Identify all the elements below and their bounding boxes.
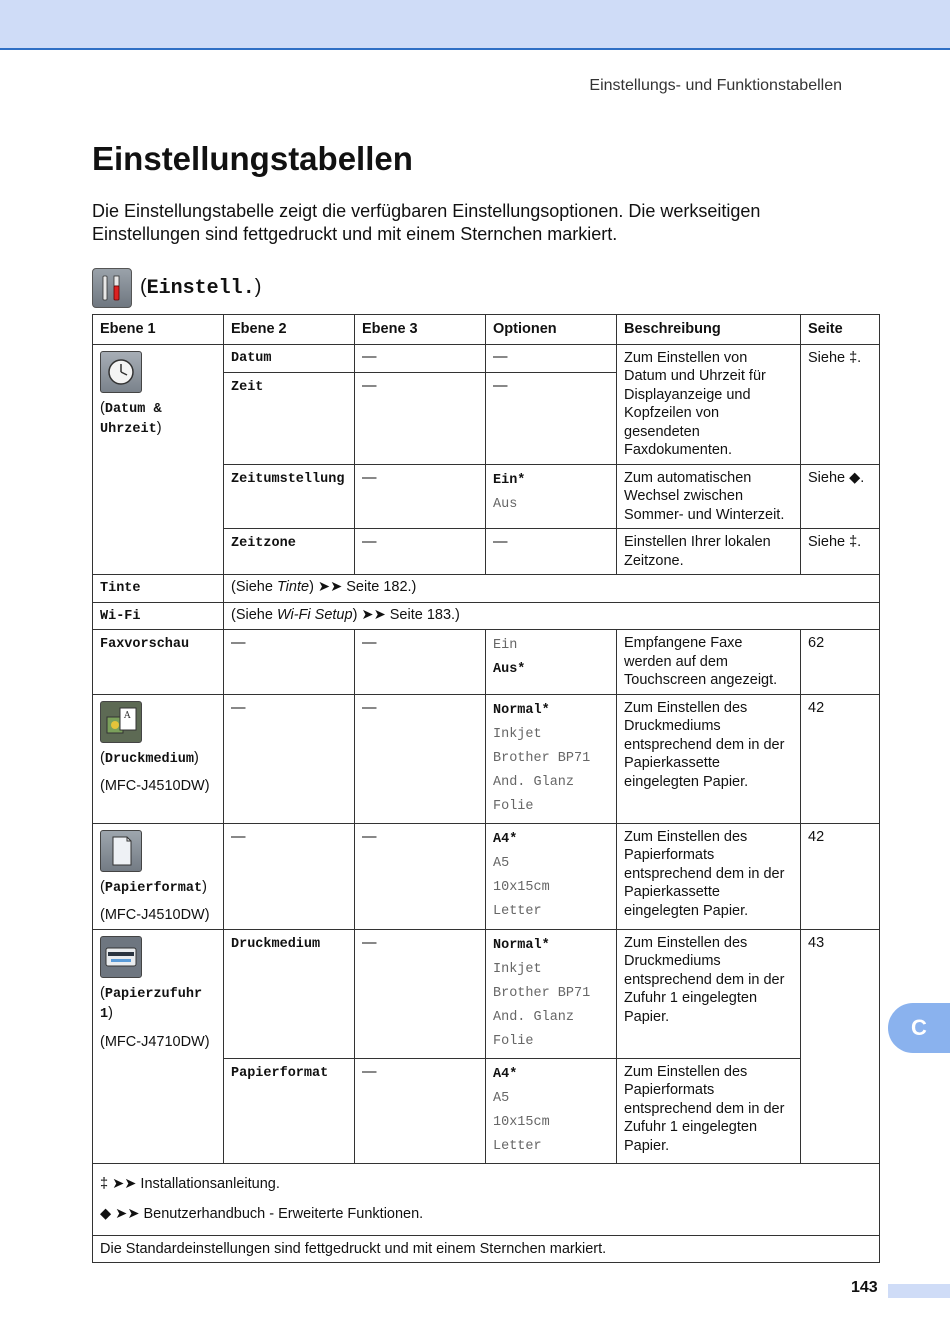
col-header: Ebene 2: [224, 315, 355, 345]
level1-label: Datum & Uhrzeit: [100, 401, 162, 437]
level1-label: Papierformat: [104, 880, 203, 896]
option-default: Ein*: [493, 472, 526, 488]
intro-paragraph: Die Einstellungstabelle zeigt die verfügbaren Einstellungsoptionen. Die werkseitigen Einstellungen sind fettgedruckt und mit einem Sternchen markiert.: [92, 201, 761, 244]
option-item: Inkjet: [493, 961, 542, 977]
options-cell: —: [486, 372, 617, 464]
level1-label: Druckmedium: [104, 751, 194, 767]
option-item: Brother BP71: [493, 985, 591, 1001]
options-cell: [486, 1058, 617, 1163]
footnote-row: [93, 1235, 880, 1263]
page-cell: Siehe ‡.: [801, 344, 880, 464]
page-cell: 43: [801, 929, 880, 1163]
level1-cell: (Datum & Uhrzeit): [93, 344, 224, 575]
tools-icon: [92, 268, 132, 308]
chapter-tab: C: [888, 1003, 950, 1053]
page-number: 143: [851, 1279, 878, 1296]
option-item: Aus: [493, 496, 518, 512]
level3-cell: —: [355, 464, 486, 529]
level1-label: Tinte: [100, 581, 141, 596]
option-item: A5: [493, 855, 510, 871]
level2-label: Datum: [231, 350, 272, 366]
level1-cell: A (Druckmedium) (MFC-J4510DW): [93, 694, 224, 823]
section-header: [92, 268, 261, 308]
table-row: [93, 929, 880, 1058]
level2-cell: —: [224, 823, 355, 929]
options-cell: [486, 630, 617, 695]
page-title: Einstellungstabellen: [92, 140, 413, 177]
section-label: (Einstell.): [140, 276, 262, 300]
description-cell: Zum Einstellen des Papierformats entsprechend dem in der Zufuhr 1 eingelegten Papier.: [617, 1058, 801, 1163]
table-row: [93, 575, 880, 603]
description-cell: Zum automatischen Wechsel zwischen Sommer- und Winterzeit.: [617, 464, 801, 529]
level1-label: Faxvorschau: [100, 637, 190, 652]
reference-cell: (Siehe Tinte) ➤➤ Seite 182.): [224, 575, 880, 603]
level1-label: Wi-Fi: [100, 608, 141, 624]
footnote-defaults: Die Standardeinstellungen sind fettgedruckt und mit einem Sternchen markiert.: [93, 1235, 880, 1263]
footnote-installation: ‡ ➤➤ Installationsanleitung.: [100, 1175, 280, 1192]
running-header: Einstellungs- und Funktionstabellen: [589, 77, 842, 94]
description-cell: Empfangene Faxe werden auf dem Touchscreen angezeigt.: [617, 630, 801, 695]
option-item: Letter: [493, 1138, 542, 1154]
option-item: Letter: [493, 903, 542, 919]
footnote-row: [93, 1163, 880, 1235]
description-cell: Zum Einstellen des Papierformats entsprechend dem in der Papierkassette eingelegten Papier.: [617, 823, 801, 929]
option-item: Folie: [493, 1033, 534, 1049]
option-item: Inkjet: [493, 726, 542, 742]
page-cell: 42: [801, 823, 880, 929]
level2-label: Druckmedium: [231, 936, 321, 952]
top-band: [0, 0, 950, 50]
col-header: Ebene 3: [355, 315, 486, 345]
description-cell: Zum Einstellen von Datum und Uhrzeit für Displayanzeige und Kopfzeilen von gesendeten Faxdokumenten.: [617, 344, 801, 464]
settings-table: [92, 314, 880, 1263]
level1-label: Papierzufuhr 1: [100, 986, 203, 1022]
level3-cell: —: [355, 929, 486, 1058]
svg-text:A: A: [124, 710, 131, 721]
description-cell: Einstellen Ihrer lokalen Zeitzone.: [617, 529, 801, 575]
level2-cell: —: [224, 694, 355, 823]
page-cell: 42: [801, 694, 880, 823]
options-cell: [486, 929, 617, 1058]
level2-label: Zeit: [231, 379, 264, 395]
description-cell: Zum Einstellen des Druckmediums entsprechend dem in der Zufuhr 1 eingelegten Papier.: [617, 929, 801, 1058]
paper-media-icon: [100, 701, 142, 743]
level2-cell: —: [224, 630, 355, 695]
option-item: 10x15cm: [493, 879, 550, 895]
model-note: (MFC-J4710DW): [100, 1033, 210, 1050]
table-row: [93, 344, 880, 372]
col-header: Ebene 1: [93, 315, 224, 345]
level3-cell: —: [355, 372, 486, 464]
option-default: Normal*: [493, 702, 550, 718]
footnote-advanced-guide: ◆ ➤➤ Benutzerhandbuch - Erweiterte Funktionen.: [100, 1205, 424, 1222]
options-cell: [486, 823, 617, 929]
level2-label: Papierformat: [231, 1065, 329, 1081]
options-cell: [486, 694, 617, 823]
page-cell: 62: [801, 630, 880, 695]
option-item: A5: [493, 1090, 510, 1106]
table-row: [93, 694, 880, 823]
level2-label: Zeitumstellung: [231, 471, 345, 487]
model-note: (MFC-J4510DW): [100, 778, 210, 794]
level3-cell: —: [355, 344, 486, 372]
reference-cell: (Siehe Wi-Fi Setup) ➤➤ Seite 183.): [224, 602, 880, 630]
option-item: And. Glanz: [493, 1009, 575, 1025]
table-header-row: [93, 315, 880, 345]
level1-cell: (Papierformat) (MFC-J4510DW): [93, 823, 224, 929]
col-header: Beschreibung: [617, 315, 801, 345]
option-item: Ein: [493, 638, 518, 653]
paper-size-icon: [100, 830, 142, 872]
printer-tray-icon: [100, 936, 142, 978]
options-cell: —: [486, 344, 617, 372]
model-note: (MFC-J4510DW): [100, 907, 210, 923]
level3-cell: —: [355, 529, 486, 575]
level2-label: Zeitzone: [231, 536, 296, 551]
level3-cell: —: [355, 630, 486, 695]
clock-icon: [100, 351, 142, 393]
option-default: Normal*: [493, 937, 550, 953]
table-row: [93, 823, 880, 929]
table-row: [93, 602, 880, 630]
description-cell: Zum Einstellen des Druckmediums entsprechend dem in der Papierkassette eingelegten Papier.: [617, 694, 801, 823]
option-item: Brother BP71: [493, 750, 591, 766]
page-cell: Siehe ‡.: [801, 529, 880, 575]
option-default: A4*: [493, 1066, 518, 1082]
option-default: Aus*: [493, 662, 526, 677]
level3-cell: —: [355, 1058, 486, 1163]
level1-cell: (Papierzufuhr 1) (MFC-J4710DW): [93, 929, 224, 1163]
option-item: Folie: [493, 798, 534, 814]
option-item: 10x15cm: [493, 1114, 550, 1130]
page-cell: Siehe ◆.: [801, 464, 880, 529]
option-default: A4*: [493, 831, 518, 847]
level3-cell: —: [355, 694, 486, 823]
option-item: And. Glanz: [493, 774, 575, 790]
col-header: Seite: [801, 315, 880, 345]
page-number-bar: [888, 1284, 950, 1298]
level3-cell: —: [355, 823, 486, 929]
table-row: [93, 630, 880, 695]
col-header: Optionen: [486, 315, 617, 345]
options-cell: —: [486, 529, 617, 575]
options-cell: [486, 464, 617, 529]
